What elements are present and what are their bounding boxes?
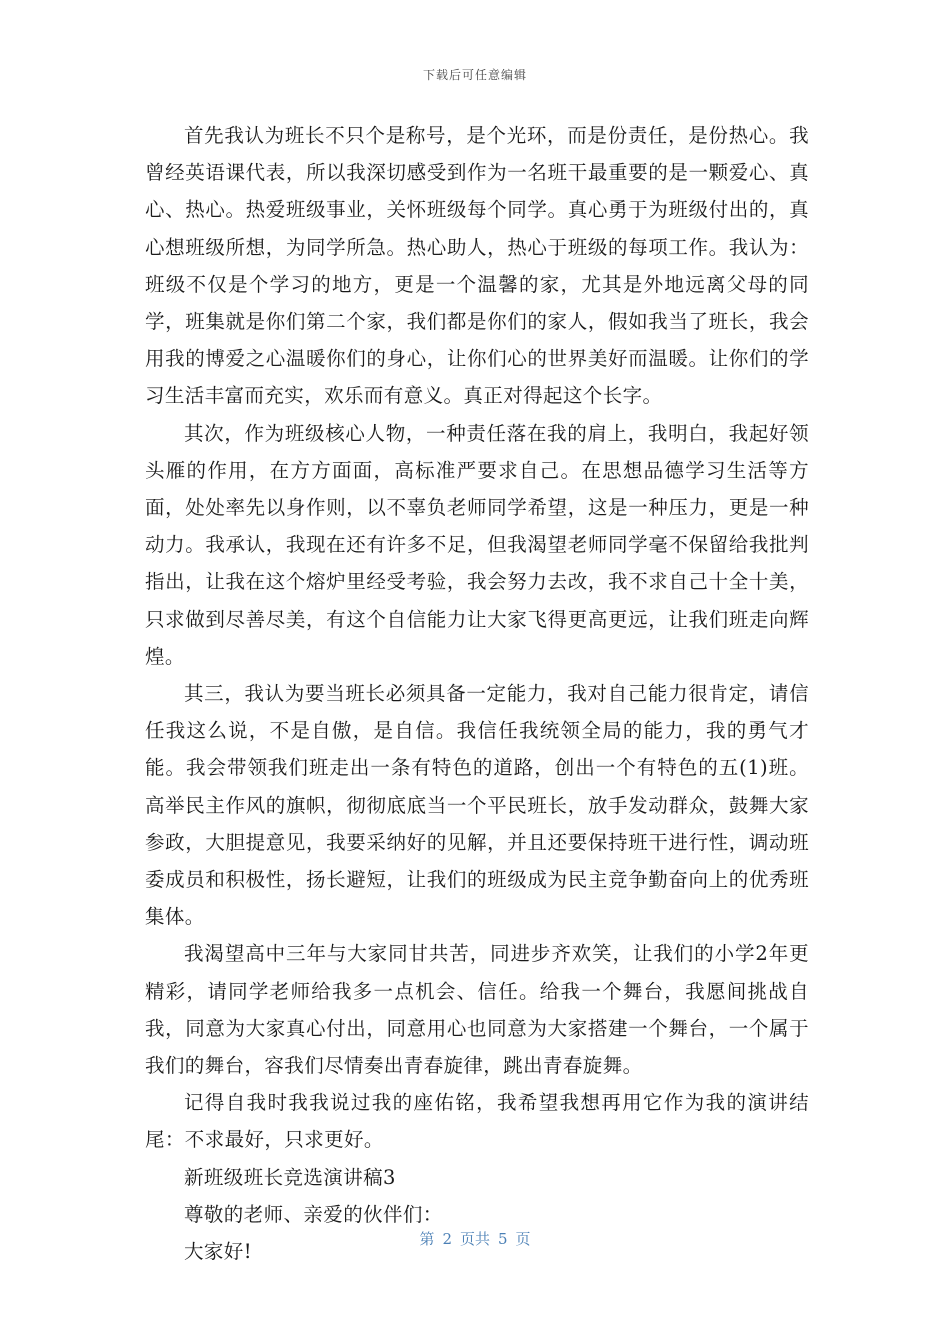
paragraph-1: 首先我认为班长不只个是称号，是个光环，而是份责任，是份热心。我曾经英语课代表，所以我深切感受到作为一名班干最重要的是一颗爱心、真心、热心。热爱班级事业，关怀班级每个同学。真心勇于为班级付出的，真心想班级所想，为同学所急。热心助人，热心于班级的每项工作。我认为：班级不仅是个学习的地方，更是一个温馨的家，尤其是外地远离父母的同学，班集就是你们第二个家，我们都是你们的家人，假如我当了班长，我会用我的博爱之心温暖你们的身心，让你们心的世界美好而温暖。让你们的学习生活丰富而充实，欢乐而有意义。真正对得起这个长字。: [145, 124, 809, 408]
footer-suffix: 页: [515, 1230, 531, 1248]
document-body: [145, 117, 809, 1270]
footer-middle: 页共: [459, 1230, 490, 1248]
footer-current-page: 2: [442, 1230, 452, 1248]
paragraph-2: 其次，作为班级核心人物，一种责任落在我的肩上，我明白，我起好领头雁的作用，在方方面面，高标准严要求自己。在思想品德学习生活等方面，处处率先以身作则，以不辜负老师同学希望，这是一种压力，更是一种动力。我承认，我现在还有许多不足，但我渴望老师同学毫不保留给我批判指出，让我在这个熔炉里经受考验，我会努力去改，我不求自己十全十美，只求做到尽善尽美，有这个自信能力让大家飞得更高更远，让我们班走向辉煌。: [145, 421, 809, 668]
paragraph-3: 其三，我认为要当班长必须具备一定能力，我对自己能力很肯定，请信任我这么说，不是自傲，是自信。我信任我统领全局的能力，我的勇气才能。我会带领我们班走出一条有特色的道路，创出一个有特色的五(1)班。高举民主作风的旗帜，彻彻底底当一个平民班长，放手发动群众，鼓舞大家参政，大胆提意见，我要采纳好的见解，并且还要保持班干进行性，调动班委成员和积极性，扬长避短，让我们的班级成为民主竞争勤奋向上的优秀班集体。: [145, 682, 809, 929]
greeting: 大家好!: [184, 1240, 252, 1264]
page-footer: [0, 1228, 950, 1249]
salutation: 尊敬的老师、亲爱的伙伴们：: [184, 1202, 443, 1226]
paragraph-5: 记得自我时我我说过我的座佑铭，我希望我想再用它作为我的演讲结尾：不求最好，只求更好。: [145, 1091, 809, 1152]
paragraph-4: 我渴望高中三年与大家同甘共苦，同进步齐欢笑，让我们的小学2年更精彩，请同学老师给我多一点机会、信任。给我一个舞台，我愿间挑战自我，同意为大家真心付出，同意用心也同意为大家搭建一个舞台，一个属于我们的舞台，容我们尽情奏出青春旋律，跳出青春旋舞。: [145, 942, 809, 1078]
page-header-note: 下载后可任意编辑: [422, 68, 527, 82]
footer-prefix: 第: [419, 1230, 435, 1248]
section-title: 新班级班长竞选演讲稿3: [184, 1165, 396, 1189]
footer-total-pages: 5: [498, 1230, 508, 1248]
